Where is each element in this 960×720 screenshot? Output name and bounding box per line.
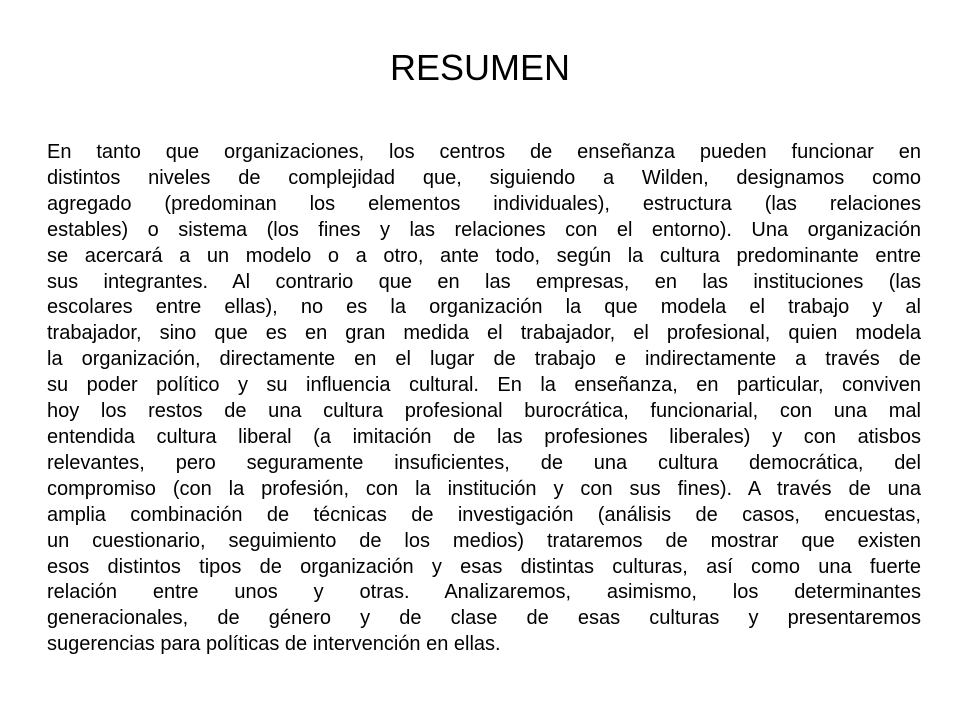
abstract-line: la organización, directamente en el lugar de trabajo e indirectamente a través de — [47, 348, 921, 371]
abstract-line: relación entre unos y otras. Analizaremos, asimismo, los determinantes — [47, 581, 921, 604]
abstract-line: amplia combinación de técnicas de investigación (análisis de casos, encuestas, — [47, 503, 921, 526]
abstract-line: entendida cultura liberal (a imitación de las profesiones liberales) y con atisbos — [47, 425, 921, 448]
abstract-line: hoy los restos de una cultura profesional burocrática, funcionarial, con una mal — [47, 400, 921, 423]
abstract-line: trabajador, sino que es en gran medida el trabajador, el profesional, quien modela — [47, 322, 921, 345]
abstract-line: distintos niveles de complejidad que, siguiendo a Wilden, designamos como — [47, 166, 921, 189]
abstract-line: agregado (predominan los elementos individuales), estructura (las relaciones — [47, 192, 921, 215]
abstract-line: sugerencias para políticas de intervención en ellas. — [47, 633, 501, 656]
page-title: RESUMEN — [389, 47, 571, 88]
abstract-line: sus integrantes. Al contrario que en las empresas, en las instituciones (las — [47, 270, 921, 293]
abstract-line: un cuestionario, seguimiento de los medios) trataremos de mostrar que existen — [47, 529, 921, 552]
abstract-line: compromiso (con la profesión, con la institución y con sus fines). A través de una — [47, 477, 921, 500]
abstract-line: generacionales, de género y de clase de esas culturas y presentaremos — [47, 607, 921, 630]
abstract-line: se acercará a un modelo o a otro, ante todo, según la cultura predominante entre — [47, 244, 921, 267]
abstract-line: En tanto que organizaciones, los centros de enseñanza pueden funcionar en — [47, 141, 921, 163]
abstract-line: su poder político y su influencia cultural. En la enseñanza, en particular, conviven — [47, 374, 921, 397]
abstract-line: relevantes, pero seguramente insuficientes, de una cultura democrática, del — [47, 451, 921, 474]
abstract-line: estables) o sistema (los fines y las relaciones con el entorno). Una organización — [47, 218, 921, 241]
abstract-line: escolares entre ellas), no es la organización la que modela el trabajo y al — [47, 296, 921, 319]
abstract-body — [47, 140, 921, 658]
abstract-line: esos distintos tipos de organización y esas distintas culturas, así como una fuerte — [47, 555, 921, 578]
